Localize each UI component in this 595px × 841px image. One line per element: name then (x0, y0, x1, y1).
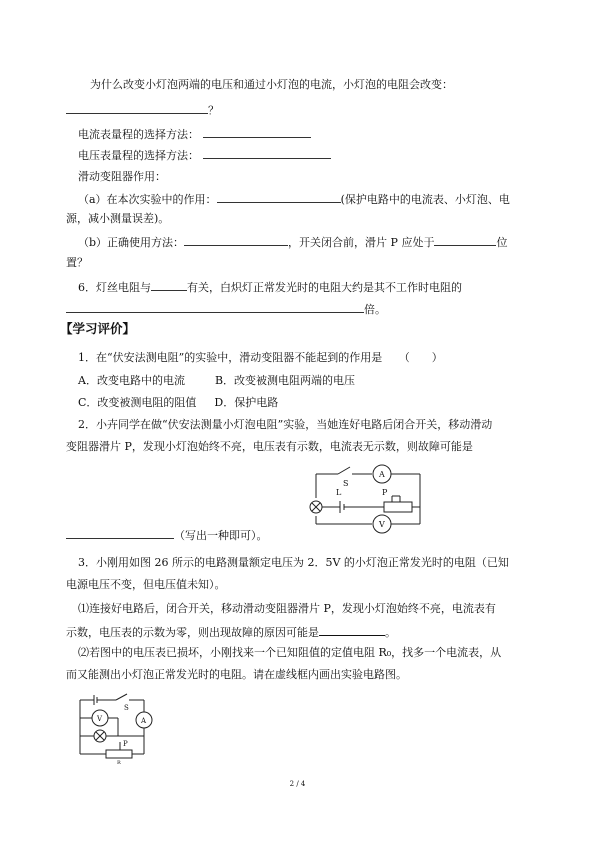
answer-blank[interactable] (66, 527, 174, 539)
line-voltmeter-range (78, 147, 331, 163)
text: 有关，白炽灯正常发光时的电阻大约是其不工作时电阻的 (187, 281, 462, 294)
q1-options-ab (78, 374, 355, 388)
text: 6．灯丝电阻与 (78, 281, 151, 294)
option-b[interactable]: B．改变被测电阻两端的电压 (214, 374, 356, 387)
question-3-part-1 (78, 602, 496, 616)
line-filament-resistance (78, 279, 462, 295)
question-3-part-1-cont (66, 624, 396, 640)
answer-blank[interactable] (217, 191, 341, 203)
voltmeter-label: V (379, 520, 385, 529)
text: （写出一种即可）。 (174, 529, 268, 542)
text: 倍。 (364, 303, 386, 316)
text: 1．在“伏安法测电阻”的实验中，滑动变阻器不能起到的作用是 （ ） (78, 351, 443, 364)
rheostat-label: R (117, 760, 121, 766)
question-3 (78, 556, 509, 570)
answer-blank[interactable] (203, 126, 311, 138)
lamp-label: L (336, 488, 342, 497)
text: 电压表量程的选择方法： (78, 149, 199, 162)
question-2 (78, 418, 492, 432)
answer-blank[interactable] (66, 102, 208, 114)
page-number: 2 / 4 (289, 780, 306, 788)
option-a[interactable]: A．改变电路中的电流 (78, 374, 185, 387)
circuit-diagram-1 (300, 462, 435, 538)
text: ⑵若图中的电压表已损坏，小刚找来一个已知阻值的定值电阻 R₀，找多一个电流表，从 (78, 646, 502, 659)
line-rheostat-b (78, 234, 507, 250)
slider-label: P (123, 740, 128, 748)
question-1 (78, 351, 443, 365)
switch-label: S (124, 704, 129, 712)
ammeter-label: A (141, 717, 147, 725)
text: 2．小卉同学在做“伏安法测量小灯泡电阻”实验，当她连好电路后闭合开关，移动滑动 (78, 418, 493, 431)
question-3-part-2 (78, 646, 501, 660)
text: 电源电压不变，但电压值未知）。 (66, 578, 226, 591)
question-2-answer (66, 527, 268, 543)
answer-blank[interactable] (203, 147, 331, 159)
line-answer-blank-1 (66, 102, 219, 118)
text: （b）正确使用方法： (78, 236, 185, 249)
text: （a）在本次实验中的作用： (78, 193, 217, 206)
line-resistance-question (90, 78, 453, 92)
text: ⑴连接好电路后，闭合开关，移动滑动变阻器滑片 P，发现小灯泡始终不亮，电流表有 (78, 602, 496, 615)
text: (保护电路中的电流表、小灯泡、电 (340, 193, 510, 206)
answer-blank[interactable] (319, 624, 385, 636)
line-ammeter-range (78, 126, 311, 142)
slider-label: P (382, 488, 388, 497)
answer-blank[interactable] (66, 301, 364, 313)
question-3-cont (66, 578, 226, 592)
line-rheostat-b-cont (66, 256, 88, 270)
question-3-part-2-cont (66, 668, 407, 682)
line-rheostat-a-cont (66, 212, 169, 226)
text: 而又能测出小灯泡正常发光时的电阻。请在虚线框内画出实验电路图。 (66, 668, 407, 681)
circuit-diagram-2 (72, 692, 164, 766)
line-rheostat-role (78, 170, 166, 184)
ammeter-label: A (379, 470, 385, 479)
text: 。 (385, 626, 396, 639)
option-d[interactable]: D．保护电路 (214, 396, 279, 409)
section-heading (60, 322, 135, 336)
text: 3．小刚用如图 26 所示的电路测量额定电压为 2．5V 的小灯泡正常发光时的电阻（已知 (78, 556, 509, 569)
line-rheostat-a (78, 191, 510, 207)
answer-blank[interactable] (434, 234, 496, 246)
option-c[interactable]: C．改变被测电阻的阻值 (78, 396, 197, 409)
text: 位 (496, 236, 508, 249)
answer-blank[interactable] (151, 279, 187, 291)
voltmeter-label: V (97, 715, 103, 723)
text: 滑动变阻器作用： (78, 170, 166, 183)
text: 为什么改变小灯泡两端的电压和通过小灯泡的电流，小灯泡的电阻会改变： (90, 78, 453, 91)
question-2-cont (66, 440, 473, 454)
text: 电流表量程的选择方法： (78, 128, 199, 141)
text: 源，减小测量误差)。 (66, 212, 170, 225)
text: ，开关闭合前，滑片 P 应处于 (288, 236, 435, 249)
text: 示数，电压表的示数为零，则出现故障的原因可能是 (66, 626, 319, 639)
text: ？ (208, 104, 219, 117)
line-answer-blank-2 (66, 301, 386, 317)
text: 置？ (66, 256, 88, 269)
q1-options-cd (78, 396, 278, 410)
answer-blank[interactable] (184, 234, 288, 246)
text: 【学习评价】 (60, 321, 136, 336)
switch-label: S (343, 479, 349, 488)
text: 变阻器滑片 P，发现小灯泡始终不亮，电压表有示数，电流表无示数，则故障可能是 (66, 440, 473, 453)
